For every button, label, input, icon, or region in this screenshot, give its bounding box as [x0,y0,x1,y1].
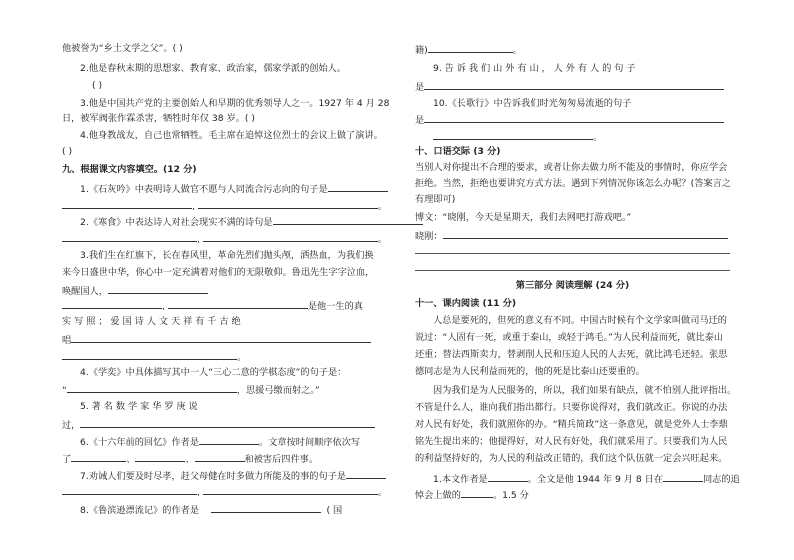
oral-line-4: 博文：“晓刚，今天是星期天，我们去网吧打游戏吧。” [415,212,632,223]
q9-3c: 唤醒国人， [62,284,208,298]
q9-9: 9. 告 诉 我 们 山 外 有 山 ， 人 外 有 人 的 句 子 [433,63,636,74]
oral-line-3: 有理即可) [415,194,456,205]
section-10-heading: 十、口语交际 (3 分) [415,146,501,157]
q9-9-blank[interactable] [424,80,724,90]
q9-10: 10.《长歌行》中告诉我们时光匆匆易流逝的句子 [433,98,632,109]
passage-line-9: 的利益坚持好的，为人民的利益改正错的，我们这个队伍就一定会兴旺起来。 [415,453,728,464]
q8-2: 2.他是春秋末期的思想家、教育家、政治家，儒家学派的创始人。 [80,63,347,74]
passage-line-2: 说过：“人固有一死，或重于泰山，或轻于鸿毛。”为人民利益而死，就比泰山 [415,332,724,343]
part-3-heading: 第三部分 阅读理解 (24 分) [515,280,630,291]
q9-3a: 3.我们生在红旗下，长在春风里，革命先烈们抛头颅，洒热血，为我们换 [80,250,374,261]
q9-4b: “ ，思援弓缴而射之。” [62,385,320,396]
q9-10-blank-b[interactable] [433,130,593,140]
q9-10c: 。 [433,130,602,144]
passage-line-1: 人总是要死的，但死的意义有不同。中国古时候有个文学家叫做司马迁的 [433,315,727,326]
q9-5-blank[interactable] [80,418,375,428]
q9-3f: 唱 [62,333,371,347]
q11-1-blank-b[interactable] [663,472,703,482]
oral-line-2: 拒绝。当然，拒绝也要讲究方式方法。遇到下列情况你该怎么办呢？(答案言之 [415,178,731,189]
q8-4-answer[interactable]: ( ) [62,146,73,157]
q9-8: 8.《鲁滨逊漂流记》的作者是 ( 国 [80,505,343,516]
q9-3-blank-c[interactable] [168,299,308,309]
q9-1-line2: , 。 [62,199,387,213]
q9-2-blank-b[interactable] [62,232,197,242]
q9-8-blank[interactable] [211,503,321,513]
q9-7-blank[interactable] [346,469,386,479]
q8-1-tail: 他被誉为“乡土文学之父”。( ) [62,43,183,54]
q9-3-blank-d[interactable] [71,333,371,343]
q9-2-blank[interactable] [273,215,423,225]
q9-7b: , 。 [62,485,387,499]
question-11-1-cont: 悼会上做的 。1.5 分 [415,490,529,501]
oral-line-1: 当别人对你提出不合理的要求，或者让你去做力所不能及的事情时，你应学会 [415,162,728,173]
q9-2: 2.《寒食》中表达诗人对社会现实不满的诗句是 [80,215,423,229]
q9-9b: 是 [415,80,724,94]
section-11-heading: 十一、课内阅读 (11 分) [415,298,517,309]
q9-3-blank-a[interactable] [108,284,208,294]
q9-10-blank[interactable] [424,113,724,123]
q9-1-blank-b[interactable] [62,199,192,209]
q9-1: 1.《石灰吟》中表明诗人做官不愿与人同流合污志向的句子是 [80,182,388,196]
passage-line-8: 铭先生提出来的；他提得好，对人民有好处，我们就采用了。只要我们为人民 [415,436,728,447]
q8-3-cont: 日，被军阀张作霖杀害，牺牲时年仅 38 岁。( ) [62,113,255,124]
q9-6c: 了 、 、 和被害后四件事。 [62,454,319,465]
q9-8-blank-b[interactable] [428,43,513,53]
q9-4a: 4.《学奕》中具体描写其中一人“三心二意的学棋态度”的句子是： [80,367,347,378]
q11-1-blank-c[interactable] [461,488,493,498]
q9-6-blank-a[interactable] [199,435,259,445]
q9-5: 5. 著 名 数 学 家 华 罗 庚 说 [80,401,198,412]
q9-1-blank[interactable] [328,182,388,192]
answer-rule-1[interactable] [415,253,730,254]
q9-7-blank-b[interactable] [62,485,197,495]
answer-rule-2[interactable] [415,270,730,271]
section-9-heading: 九、根据课文内容填空。(12 分) [62,164,197,175]
passage-line-7: 对人民有好处，我们就照你的办。“精兵简政”这一条意见，就是党外人士李鼎 [415,419,728,430]
q8-4: 4.他身教战友，自己也常牺牲。毛主席在追悼这位烈士的会议上做了演讲。 [80,130,383,141]
q9-3-blank-e[interactable] [62,350,237,360]
q9-3e: 实 写 照 ； 爱 国 诗 人 文 天 祥 有 千 古 绝 [62,316,241,327]
q9-2-blank-c[interactable] [203,232,378,242]
q9-6-blank-d[interactable] [195,452,245,462]
passage-line-4: 德同志是为人民利益而死的，他的死是比泰山还要重的。 [415,366,645,377]
q9-3b: 来今日盛世中华，你心中一定充满着对他们的无限敬仰。鲁迅先生字字泣血， [62,267,375,278]
q8-3: 3.他是中国共产党的主要创始人和早期的优秀领导人之一。1927 年 4 月 28 [80,98,390,109]
passage-line-5: 因为我们是为人民服务的，所以，我们如果有缺点，就不怕别人批评指出。 [433,385,737,396]
q9-10b: 是 [415,113,724,127]
oral-answer-blank[interactable] [443,229,728,239]
q9-6-blank-b[interactable] [71,452,126,462]
q11-1-blank-a[interactable] [488,472,528,482]
oral-answer-line: 晓刚： [415,229,728,243]
passage-line-6: 不管是什么人，谁向我们指出都行。只要你说得对，我们就改正。你说的办法 [415,402,728,413]
q9-8-tail: 籍) 。 [415,45,522,56]
q9-5b: 过， [62,418,375,432]
q9-7-blank-c[interactable] [203,485,378,495]
q9-2-line2: , 。 [62,232,387,246]
q9-4-blank[interactable] [67,383,237,393]
q9-6: 6.《十六年前的回忆》作者是 。文章按时间顺序依次写 [80,437,361,448]
question-11-1: 1.本文作者是 。全文是他 1944 年 9 月 8 日在 同志的追 [433,474,740,485]
q9-1-blank-c[interactable] [198,199,378,209]
q9-3-blank-b[interactable] [62,299,162,309]
q9-6-blank-c[interactable] [135,452,185,462]
q9-7: 7.劝诫人们要及时尽孝，赶父母健在时多做力所能及的事的句子是 [80,469,386,483]
q9-3d: , 是他一生的真 [62,299,363,313]
q9-3g: 。 [62,350,246,364]
q8-2-answer[interactable]: ( ) [92,80,103,91]
passage-line-3: 还重；替法西斯卖力，替剥削人民和压迫人民的人去死，就比鸿毛还轻。张思 [415,349,728,360]
